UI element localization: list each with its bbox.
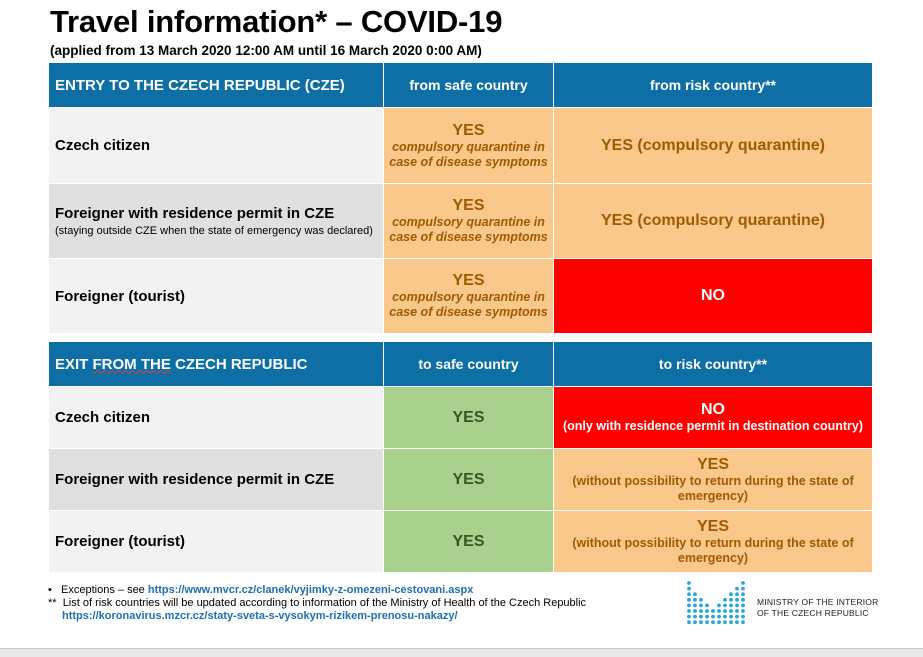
logo-dot xyxy=(723,615,727,619)
exit-risk-cell xyxy=(554,387,873,449)
logo-dot xyxy=(717,620,721,624)
logo-dot xyxy=(735,615,739,619)
exit-risk-cell xyxy=(554,511,873,573)
row-label: Foreigner (tourist) xyxy=(49,259,384,334)
logo-dot xyxy=(699,615,703,619)
entry-risk-cell: NO xyxy=(554,259,873,334)
logo-dot xyxy=(699,598,703,602)
entry-risk-cell: YES (compulsory quarantine) xyxy=(554,108,873,184)
logo-dot xyxy=(711,615,715,619)
logo-dot xyxy=(741,587,745,591)
yes-text: YES xyxy=(452,121,485,139)
logo-dot xyxy=(705,609,709,613)
logo-dot xyxy=(687,587,691,591)
row-sublabel: (staying outside CZE when the state of emergency was declared) xyxy=(55,225,373,237)
logo-dot xyxy=(729,598,733,602)
row-label: Czech citizen xyxy=(49,387,384,449)
footnote-exceptions: • Exceptions – see https://www.mvcr.cz/clanek/vyjimky-z-omezeni-cestovani.aspx xyxy=(48,584,474,596)
exit-risk-cell xyxy=(554,449,873,511)
exit-header-row xyxy=(49,342,873,387)
logo-dot xyxy=(687,620,691,624)
exit-col-safe: to safe country xyxy=(384,342,554,387)
logo-dot xyxy=(693,620,697,624)
risk-note: (without possibility to return during the state of emergency) xyxy=(572,535,854,565)
logo-dot xyxy=(717,615,721,619)
table-row xyxy=(49,449,873,511)
footnotes xyxy=(48,584,586,623)
logo-dot xyxy=(687,592,691,596)
logo-dot xyxy=(699,604,703,608)
logo-dot xyxy=(687,604,691,608)
risk-countries-link[interactable]: https://koronavirus.mzcr.cz/staty-sveta-s-vysokym-rizikem-prenosu-nakazy/ xyxy=(62,610,458,622)
quarantine-note: compulsory quarantine in case of disease symptoms xyxy=(389,215,548,244)
logo-dot xyxy=(735,609,739,613)
logo-dot xyxy=(729,620,733,624)
logo-dot xyxy=(705,620,709,624)
row-label: Foreigner (tourist) xyxy=(49,511,384,573)
logo-dot xyxy=(687,615,691,619)
logo-dot xyxy=(705,615,709,619)
logo-dot xyxy=(741,604,745,608)
table-row xyxy=(49,259,873,334)
row-label: Foreigner with residence permit in CZE xyxy=(49,449,384,511)
logo-dot xyxy=(699,609,703,613)
logo-dot xyxy=(687,609,691,613)
logo-dot xyxy=(693,604,697,608)
exit-col-risk: to risk country** xyxy=(554,342,873,387)
ministry-name: MINISTRY OF THE INTERIOR OF THE CZECH REPUBLIC xyxy=(757,597,879,618)
logo-dot xyxy=(717,609,721,613)
logo-dot xyxy=(687,581,691,585)
risk-note: (without possibility to return during the state of emergency) xyxy=(572,473,854,503)
logo-dot xyxy=(711,609,715,613)
row-label: Czech citizen xyxy=(49,108,384,184)
page-subtitle: (applied from 13 March 2020 12:00 AM until 16 March 2020 0:00 AM) xyxy=(50,43,482,58)
row-label: Foreigner with residence permit in CZE (staying outside CZE when the state of emergency was declared) xyxy=(49,184,384,259)
logo-dot xyxy=(729,609,733,613)
logo-dot xyxy=(729,604,733,608)
entry-header-title: ENTRY TO THE CZECH REPUBLIC (CZE) xyxy=(49,63,384,108)
yes-text: YES xyxy=(696,517,729,535)
logo-dot xyxy=(735,604,739,608)
logo-dot xyxy=(741,581,745,585)
quarantine-note: compulsory quarantine in case of disease symptoms xyxy=(389,290,548,319)
table-row xyxy=(49,184,873,259)
exit-safe-cell: YES xyxy=(384,511,554,573)
table-row xyxy=(49,108,873,184)
entry-safe-cell xyxy=(384,108,554,184)
entry-col-safe: from safe country xyxy=(384,63,554,108)
logo-dot xyxy=(741,592,745,596)
logo-dot xyxy=(735,592,739,596)
bottom-scroll-strip xyxy=(0,648,923,657)
logo-dot xyxy=(729,615,733,619)
logo-dot xyxy=(729,592,733,596)
logo-dot xyxy=(723,609,727,613)
logo-dot xyxy=(693,592,697,596)
entry-header-row xyxy=(49,63,873,108)
entry-col-risk: from risk country** xyxy=(554,63,873,108)
logo-dot xyxy=(693,609,697,613)
exit-safe-cell: YES xyxy=(384,449,554,511)
logo-dot xyxy=(723,620,727,624)
footnote-risk-link-line xyxy=(48,610,586,623)
logo-dot xyxy=(717,604,721,608)
footnote-risk-countries: ** List of risk countries will be updated according to information of the Ministry of Health of the Czech Republic xyxy=(48,597,587,609)
risk-note: (only with residence permit in destination country) xyxy=(562,419,864,433)
exit-safe-cell: YES xyxy=(384,387,554,449)
page-title: Travel information* – COVID-19 xyxy=(50,4,503,39)
logo-dot xyxy=(735,620,739,624)
logo-dot xyxy=(735,598,739,602)
no-text: NO xyxy=(701,401,725,418)
logo-dot xyxy=(735,587,739,591)
ministry-dot-logo-icon xyxy=(686,580,748,626)
logo-dot xyxy=(705,604,709,608)
yes-text: YES xyxy=(696,455,729,473)
yes-text: YES xyxy=(452,272,485,289)
entry-safe-cell xyxy=(384,259,554,334)
entry-table xyxy=(48,62,873,334)
logo-dot xyxy=(741,615,745,619)
logo-dot xyxy=(741,598,745,602)
logo-dot xyxy=(687,598,691,602)
quarantine-note: compulsory quarantine in case of disease symptoms xyxy=(389,139,548,169)
logo-dot xyxy=(723,604,727,608)
exit-header-title: EXIT FROM THE CZECH REPUBLIC xyxy=(49,342,384,387)
logo-dot xyxy=(693,615,697,619)
logo-dot xyxy=(741,609,745,613)
logo-dot xyxy=(693,598,697,602)
entry-risk-cell: YES (compulsory quarantine) xyxy=(554,184,873,259)
exceptions-link[interactable]: https://www.mvcr.cz/clanek/vyjimky-z-omezeni-cestovani.aspx xyxy=(147,584,474,596)
logo-dot xyxy=(711,620,715,624)
table-row xyxy=(49,511,873,573)
logo-dot xyxy=(723,598,727,602)
logo-dot xyxy=(699,620,703,624)
yes-text: YES xyxy=(452,197,485,214)
entry-safe-cell xyxy=(384,184,554,259)
table-row xyxy=(49,387,873,449)
exit-table xyxy=(48,341,873,573)
logo-dot xyxy=(741,620,745,624)
